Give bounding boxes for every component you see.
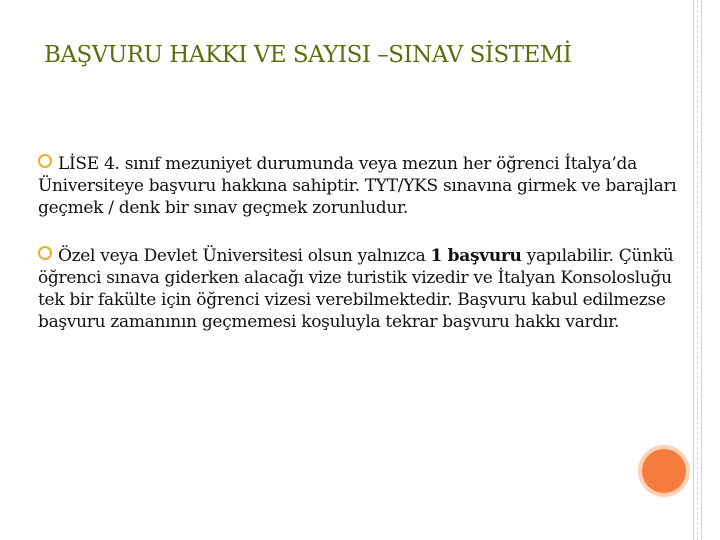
circle-bullet-icon xyxy=(38,246,52,260)
bullet-text-after: yapılabilir. Çünkü öğrenci sınava giderken alacağı vize turistik vizedir ve İtalyan Konsolosluğu tek bir fakülte için öğrenci vizesi verebilmektedir. Başvuru kabul edilmezse başvuru zamanının geçmemesi koşuluyla tekrar başvuru hakkı vardır. xyxy=(38,246,674,332)
bullet-text-before: Özel veya Devlet Üniversitesi olsun yalnızca xyxy=(58,246,431,266)
bullet-item-1 xyxy=(38,153,678,219)
decorative-frame-line xyxy=(701,0,702,540)
bullet-item-2 xyxy=(38,245,678,333)
circle-bullet-icon xyxy=(38,154,52,168)
slide-content xyxy=(38,153,678,359)
bullet-emphasis: 1 başvuru xyxy=(430,246,522,266)
decorative-frame-line xyxy=(697,0,698,540)
bullet-text: LİSE 4. sınıf mezuniyet durumunda veya mezun her öğrenci İtalya’da Üniversiteye başvuru hakkına sahiptir. TYT/YKS sınavına girmek ve barajları geçmek / denk bir sınav geçmek zorunludur. xyxy=(38,154,677,218)
slide-title: BAŞVURU HAKKI VE SAYISI –SINAV SİSTEMİ xyxy=(44,42,572,68)
decorative-frame-line xyxy=(693,0,694,540)
decorative-circle-icon xyxy=(642,449,686,493)
